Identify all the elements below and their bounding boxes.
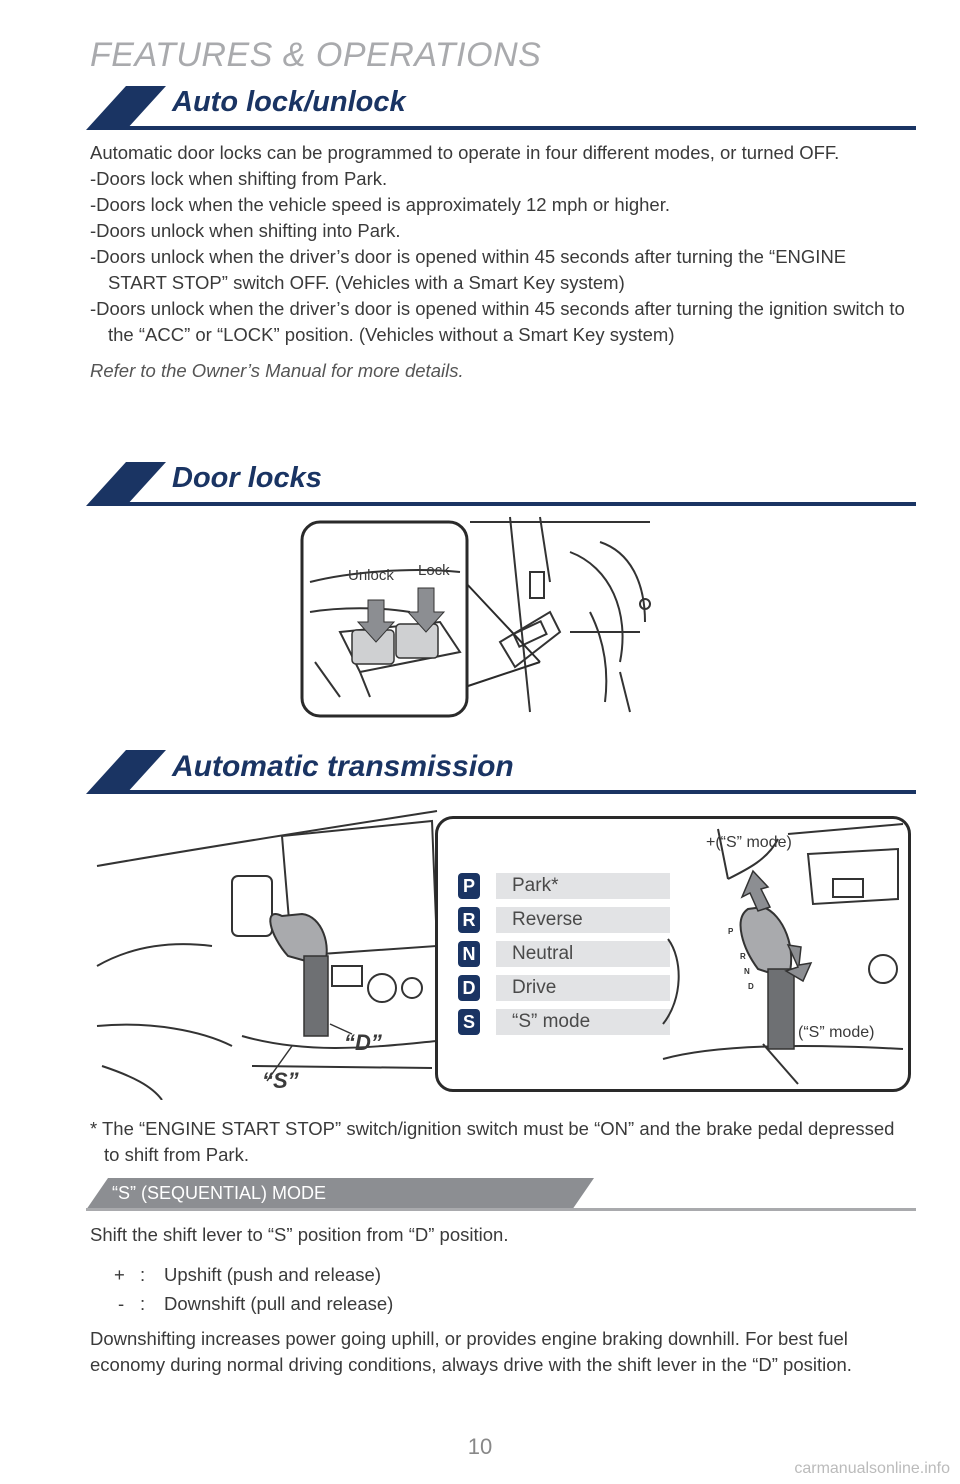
list-item: -Doors unlock when the driver’s door is opened within 45 seconds after turning the ignition switch to the “ACC” or “LOCK” position. (Vehicles without a Smart Key system) <box>90 298 905 345</box>
auto-lock-intro: Automatic door locks can be programmed to operate in four different modes, or turned OFF. <box>90 142 840 163</box>
downshift-symbol: - <box>118 1293 125 1314</box>
d-position-label: “D” <box>344 1030 382 1055</box>
separator: : <box>140 1293 146 1314</box>
footer-site-watermark: carmanualsonline.info <box>794 1460 950 1477</box>
gear-letter-r: R <box>458 907 480 933</box>
gear-letter-n: N <box>458 941 480 967</box>
owners-manual-note: Refer to the Owner’s Manual for more details. <box>90 360 464 381</box>
section-header-auto-lock <box>86 82 916 130</box>
gear-letter-d: D <box>458 975 480 1001</box>
page-header-title: FEATURES & OPERATIONS <box>90 36 542 74</box>
section-title: Automatic transmission <box>172 750 514 783</box>
gear-label: “S” mode <box>496 1009 670 1035</box>
door-lock-illustration <box>300 512 660 724</box>
park-footnote: * The “ENGINE START STOP” switch/ignition switch must be “ON” and the brake pedal depressed to shift from Park. <box>90 1118 895 1165</box>
gate-n-mark: N <box>744 967 750 976</box>
s-position-label: “S” <box>262 1068 299 1093</box>
gate-r-mark: R <box>740 952 746 961</box>
section-title: Auto lock/unlock <box>172 86 406 118</box>
upshift-symbol: + <box>114 1264 125 1285</box>
section-header-door-locks <box>86 458 916 506</box>
auto-lock-list <box>90 166 905 348</box>
shift-direction-list <box>114 1262 714 1320</box>
gear-callout-panel <box>435 816 911 1092</box>
dashboard-shifter-illustration <box>92 806 442 1100</box>
gear-label: Reverse <box>496 907 670 933</box>
upshift-label: +(“S” mode) <box>706 834 792 851</box>
list-item <box>114 1262 714 1291</box>
sequential-tab-label: “S” (SEQUENTIAL) MODE <box>112 1183 327 1203</box>
shifter-closeup-illustration <box>658 819 908 1089</box>
sequential-instruction: Shift the shift lever to “S” position from “D” position. <box>90 1224 509 1245</box>
gear-label: Park* <box>496 873 670 899</box>
list-item: -Doors lock when the vehicle speed is approximately 12 mph or higher. <box>90 194 670 215</box>
sequential-mode-header <box>86 1178 916 1212</box>
auto-lock-body <box>90 140 905 384</box>
list-item <box>114 1291 714 1320</box>
unlock-label: Unlock <box>348 567 394 584</box>
list-item: -Doors lock when shifting from Park. <box>90 168 388 189</box>
list-item: -Doors unlock when the driver’s door is opened within 45 seconds after turning the “ENGINE START STOP” switch OFF. (Vehicles with a Smart Key system) <box>90 246 847 293</box>
gear-letter-p: P <box>458 873 480 899</box>
separator: : <box>140 1264 146 1285</box>
upshift-arrow-icon <box>742 871 770 911</box>
section-title: Door locks <box>172 462 322 494</box>
page-number: 10 <box>467 1434 493 1459</box>
lock-label: Lock <box>418 562 450 579</box>
downshift-text: Downshift (pull and release) <box>164 1293 394 1314</box>
gate-d-mark: D <box>748 982 754 991</box>
downshift-label: (“S” mode) <box>798 1024 875 1041</box>
gear-label: Neutral <box>496 941 670 967</box>
downshifting-summary: Downshifting increases power going uphill, or provides engine braking downhill. For best fuel economy during normal driving conditions, always drive with the shift lever in the “D” position. <box>90 1328 852 1375</box>
upshift-text: Upshift (push and release) <box>164 1264 381 1285</box>
gear-label: Drive <box>496 975 670 1001</box>
list-item: -Doors unlock when shifting into Park. <box>90 220 401 241</box>
section-header-transmission <box>86 746 916 794</box>
gear-letter-s: S <box>458 1009 480 1035</box>
gate-p-mark: P <box>728 927 734 936</box>
